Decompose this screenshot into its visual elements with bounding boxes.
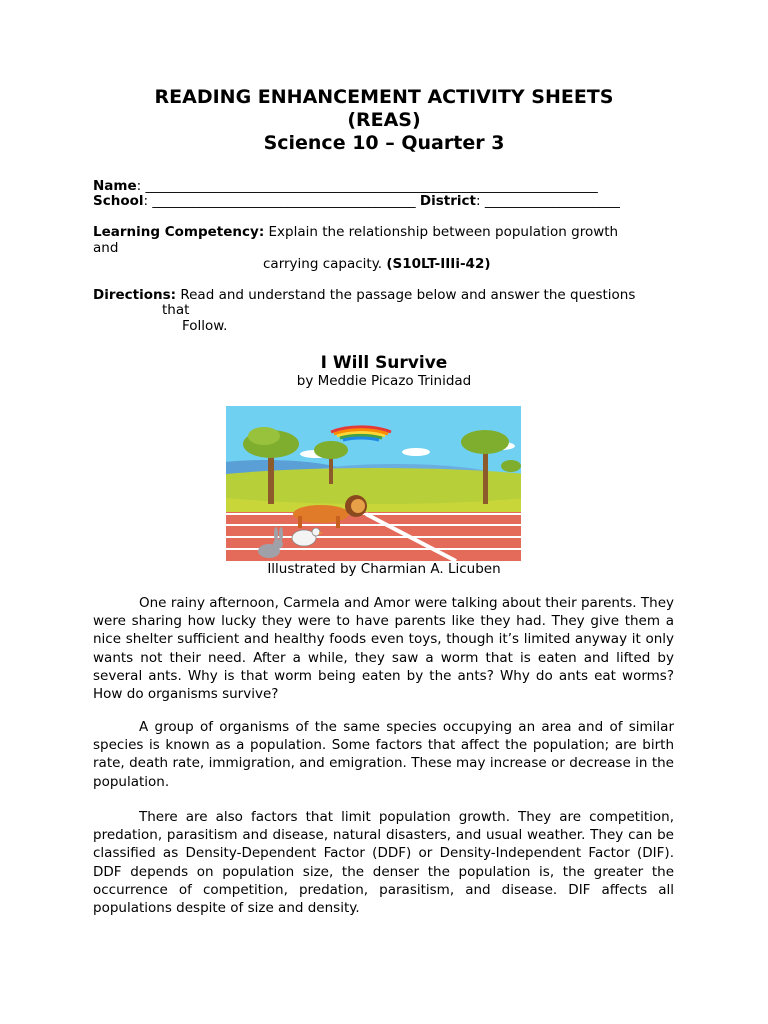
- competency-label: Learning Competency:: [93, 224, 265, 240]
- story-title: I Will Survive: [320, 353, 448, 373]
- directions-line-1: [93, 287, 635, 303]
- directions-label: Directions:: [93, 287, 177, 303]
- subject-quarter: Science 10 – Quarter 3: [263, 132, 505, 154]
- competency-line-2: and: [93, 240, 119, 256]
- school-label: School: [93, 193, 144, 209]
- sheet-subtitle: (REAS): [347, 109, 421, 131]
- competency-text: Explain the relationship between population growth: [264, 224, 619, 240]
- district-blank: : ____________________: [475, 193, 620, 209]
- directions-line-3: Follow.: [182, 318, 228, 334]
- paragraph-2-text: A group of organisms of the same species occupying an area and of similar species is known as a population. Some factors that affect the population; are birth rate, death rate, immigration, and emigration. These may increase or decrease in the population.: [93, 719, 674, 790]
- competency-line-1: [93, 224, 618, 240]
- competency-code: (S10LT-IIIi-42): [386, 256, 491, 272]
- paragraph-1: [93, 594, 674, 703]
- district-label: District: [419, 193, 476, 209]
- illustrator-credit: Illustrated by Charmian A. Licuben: [267, 561, 501, 577]
- competency-line-3: [263, 256, 491, 272]
- paragraph-1-text: One rainy afternoon, Carmela and Amor were talking about their parents. They were sharing how lucky they were to have parents like they had. They give them a nice shelter sufficient and healthy foods even toys, though it’s limited anyway it only wants not their need. After a while, they saw a worm that is eaten and lifted by several ants. Why is that worm being eaten by the ants? Why do ants eat worms? How do organisms survive?: [93, 595, 674, 703]
- school-blank: : _______________________________________: [143, 193, 416, 209]
- sheet-title: READING ENHANCEMENT ACTIVITY SHEETS: [154, 86, 614, 108]
- name-label: Name: [93, 178, 137, 194]
- directions-line-2: that: [162, 302, 190, 318]
- name-blank: : ___________________________________________________________________: [136, 178, 598, 194]
- paragraph-3: [93, 808, 674, 917]
- name-field: [93, 178, 598, 194]
- race-illustration: [226, 406, 521, 561]
- story-author: by Meddie Picazo Trinidad: [296, 373, 472, 389]
- paragraph-2: [93, 718, 674, 791]
- directions-text: Read and understand the passage below and answer the questions: [176, 287, 636, 303]
- paragraph-3-text: There are also factors that limit population growth. They are competition, predation, parasitism and disease, natural disasters, and usual weather. They can be classified as Density-Dependent Factor (DDF) or Density-Independent Factor (DIF). DDF depends on population size, the denser the population is, the greater the occurrence of competition, predation, parasitism, and disease. DIF affects all populations despite of size and density.: [93, 809, 674, 917]
- school-district-field: [93, 193, 620, 209]
- competency-text-end: carrying capacity.: [263, 256, 387, 272]
